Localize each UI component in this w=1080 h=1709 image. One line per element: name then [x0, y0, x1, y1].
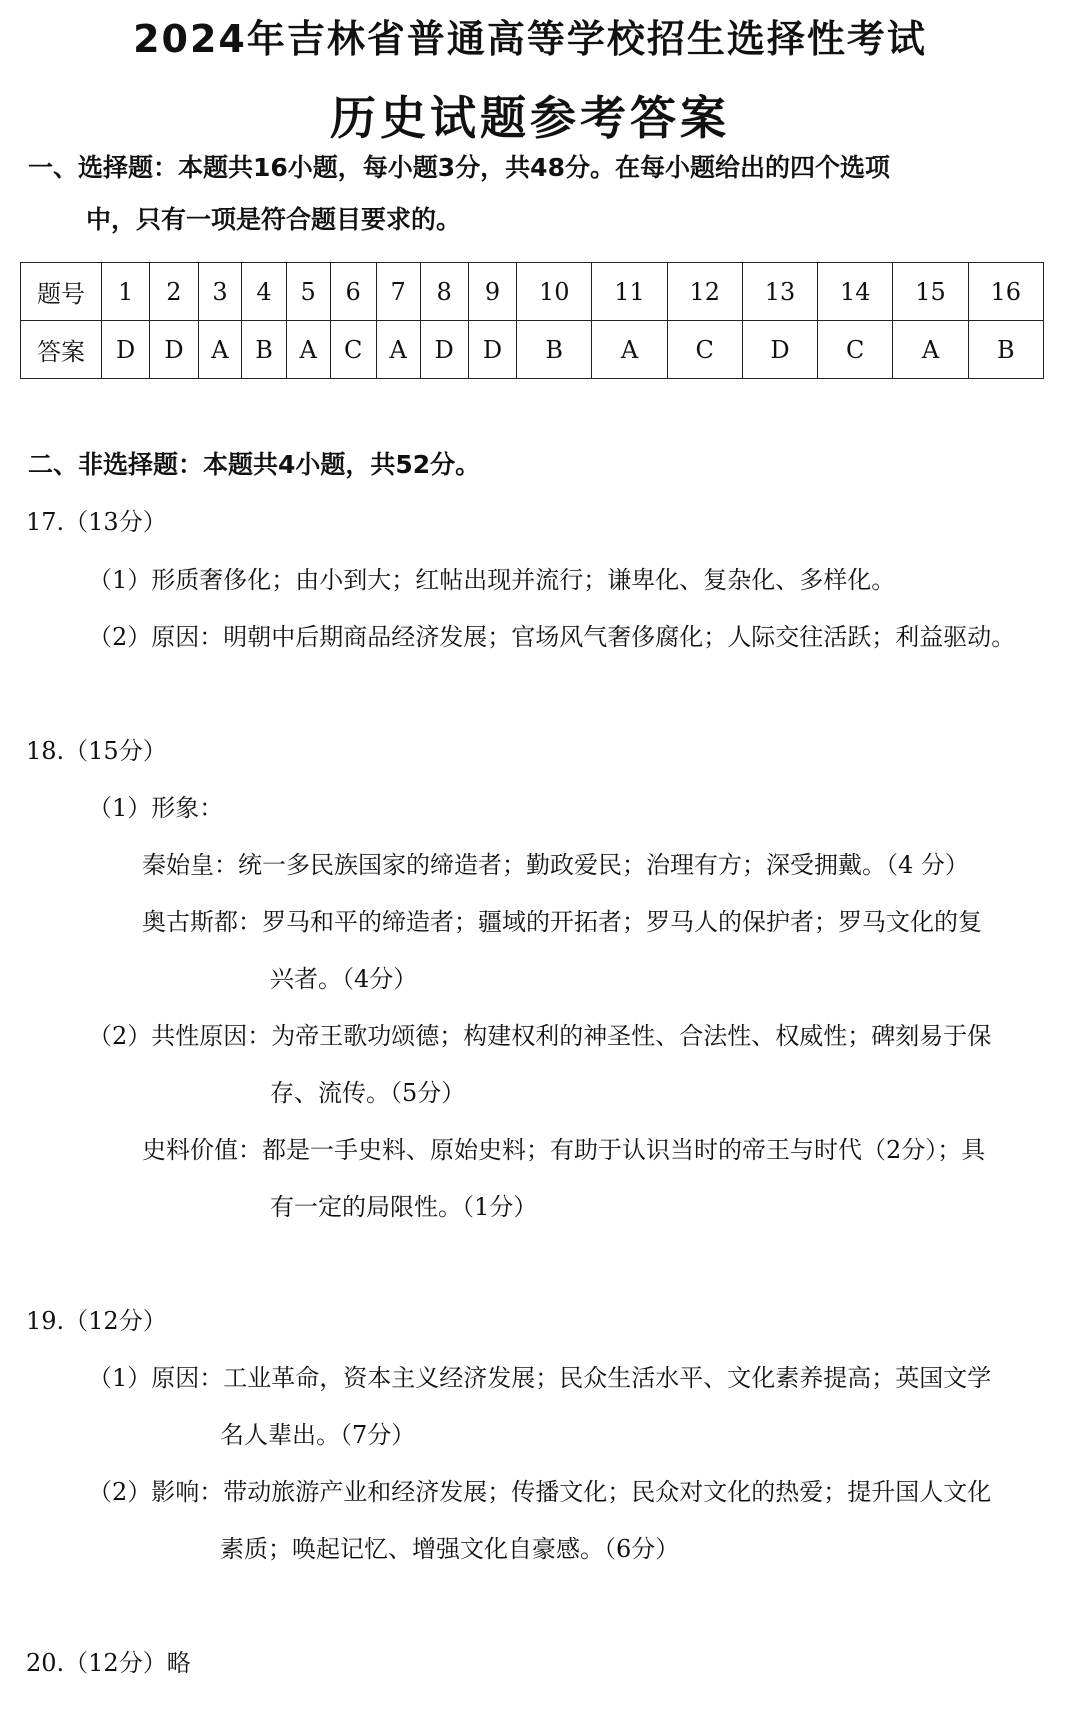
q20-label: 20.（12分）略 [26, 1649, 191, 1677]
document-subtitle: 历史试题参考答案 [330, 91, 730, 145]
section1-heading-cont: 中，只有一项是符合题目要求的。 [86, 205, 462, 234]
number-cell: 1 [102, 263, 150, 321]
row-label-number: 题号 [21, 263, 102, 321]
q18-part2-cont: 存、流传。（5分） [270, 1079, 466, 1107]
number-cell: 12 [667, 263, 742, 321]
answer-cell: A [198, 321, 242, 379]
answer-cell: C [667, 321, 742, 379]
number-cell: 7 [376, 263, 420, 321]
answer-cell: D [420, 321, 468, 379]
answer-cell: B [968, 321, 1043, 379]
section1-heading: 一、选择题：本题共16小题，每小题3分，共48分。在每小题给出的四个选项 [28, 153, 890, 182]
answer-row [21, 321, 1044, 379]
number-cell: 13 [742, 263, 817, 321]
exam-title: 2024年吉林省普通高等学校招生选择性考试 [133, 17, 927, 61]
answer-cell: A [376, 321, 420, 379]
number-cell: 9 [468, 263, 516, 321]
number-cell: 3 [198, 263, 242, 321]
number-cell: 5 [286, 263, 330, 321]
q17-label: 17.（13分） [26, 508, 167, 536]
q17-part1: （1）形质奢侈化；由小到大；红帖出现并流行；谦卑化、复杂化、多样化。 [88, 566, 896, 594]
answer-cell: A [893, 321, 968, 379]
answer-cell: B [517, 321, 592, 379]
q18-part1-augustus: 奥古斯都：罗马和平的缔造者；疆域的开拓者；罗马人的保护者；罗马文化的复 [142, 908, 982, 936]
q19-label: 19.（12分） [26, 1307, 167, 1335]
q17-part2: （2）原因：明朝中后期商品经济发展；官场风气奢侈腐化；人际交往活跃；利益驱动。 [88, 623, 1016, 651]
number-cell: 4 [242, 263, 286, 321]
number-cell: 14 [818, 263, 893, 321]
q19-part2: （2）影响：带动旅游产业和经济发展；传播文化；民众对文化的热爱；提升国人文化 [88, 1478, 992, 1506]
answer-table [20, 262, 1044, 379]
answer-cell: A [592, 321, 667, 379]
q18-part1: （1）形象： [88, 794, 224, 822]
answer-cell: D [468, 321, 516, 379]
answer-cell: C [330, 321, 376, 379]
q18-label: 18.（15分） [26, 737, 167, 765]
number-cell: 16 [968, 263, 1043, 321]
number-cell: 10 [517, 263, 592, 321]
q19-part1-cont: 名人辈出。（7分） [220, 1421, 416, 1449]
answer-cell: A [286, 321, 330, 379]
number-cell: 6 [330, 263, 376, 321]
number-cell: 15 [893, 263, 968, 321]
answer-cell: D [102, 321, 150, 379]
answer-cell: B [242, 321, 286, 379]
q19-part1: （1）原因：工业革命，资本主义经济发展；民众生活水平、文化素养提高；英国文学 [88, 1364, 992, 1392]
number-cell: 8 [420, 263, 468, 321]
q18-part3-cont: 有一定的局限性。（1分） [270, 1193, 538, 1221]
answer-cell: D [742, 321, 817, 379]
q19-part2-cont: 素质；唤起记忆、增强文化自豪感。（6分） [220, 1535, 680, 1563]
section2-heading: 二、非选择题：本题共4小题，共52分。 [28, 450, 481, 479]
q18-part3: 史料价值：都是一手史料、原始史料；有助于认识当时的帝王与时代（2分）；具 [142, 1136, 986, 1164]
row-label-answer: 答案 [21, 321, 102, 379]
q18-part2: （2）共性原因：为帝王歌功颂德；构建权利的神圣性、合法性、权威性；碑刻易于保 [88, 1022, 992, 1050]
number-cell: 2 [150, 263, 198, 321]
q18-part1-augustus-cont: 兴者。（4分） [270, 965, 418, 993]
question-number-row [21, 263, 1044, 321]
answer-cell: C [818, 321, 893, 379]
q18-part1-qinshihuang: 秦始皇：统一多民族国家的缔造者；勤政爱民；治理有方；深受拥戴。（4 分） [142, 851, 969, 879]
number-cell: 11 [592, 263, 667, 321]
answer-cell: D [150, 321, 198, 379]
